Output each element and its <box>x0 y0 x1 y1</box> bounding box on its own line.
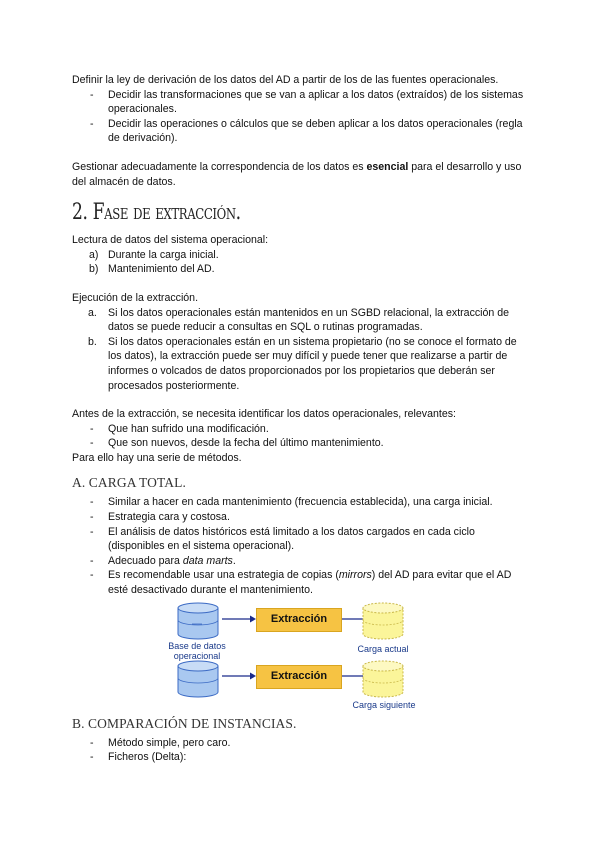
document-page <box>72 73 532 765</box>
subsection-heading-comparacion: B. COMPARACIÓN DE INSTANCIAS. <box>72 715 297 731</box>
lectura-list <box>72 248 532 277</box>
text-span: . <box>232 554 236 567</box>
text-span: ) del AD para evitar que el AD esté desactivado durante el mantenimiento. <box>108 569 512 597</box>
metodos-line: Para ello hay una serie de métodos. <box>72 451 242 464</box>
arrow-right-icon <box>222 671 256 681</box>
database-icon <box>176 660 220 698</box>
text-span: Es recomendable usar una estrategia de copias ( <box>108 569 339 582</box>
list-item <box>72 335 532 393</box>
list-marker: a) <box>89 248 99 261</box>
text-span: Adecuado para <box>108 554 183 567</box>
list-text: Mantenimiento del AD. <box>108 263 215 276</box>
list-item <box>72 306 532 335</box>
intro-list <box>72 88 532 146</box>
extraction-diagram <box>72 602 532 710</box>
list-item: - Estrategia cara y costosa. <box>72 510 532 525</box>
list-item <box>72 262 532 277</box>
antes-list <box>72 422 532 451</box>
target-label: Carga actual <box>357 643 409 654</box>
list-item: - Método simple, pero caro. <box>72 736 532 751</box>
list-marker: b) <box>89 263 99 276</box>
list-item <box>72 554 532 569</box>
text-span: para el desarrollo y uso del almacén de datos. <box>72 160 522 188</box>
italic-text: mirrors <box>338 569 372 582</box>
list-item: - Decidir las operaciones o cálculos que se deben aplicar a los datos operacionales (regla de derivación). <box>72 117 532 146</box>
database-icon <box>361 660 405 698</box>
intro-paragraph <box>72 160 532 189</box>
section-heading-extraccion: 2. Fase de extracción. <box>72 200 241 226</box>
italic-text: data marts <box>182 554 233 567</box>
antes-line: Antes de la extracción, se necesita identificar los datos operacionales, relevantes: <box>72 408 456 421</box>
list-item: - Que han sufrido una modificación. <box>72 422 532 437</box>
list-item: - Decidir las transformaciones que se van a aplicar a los datos (extraídos) de los sistemas operacionales. <box>72 88 532 117</box>
intro-line: Definir la ley de derivación de los datos del AD a partir de los de las fuentes operacionales. <box>72 74 499 86</box>
arrow-right-icon <box>222 614 256 624</box>
list-text: Durante la carga inicial. <box>108 248 219 261</box>
list-item <box>72 568 532 597</box>
list-item: - Ficheros (Delta): <box>72 750 532 765</box>
list-marker: a. <box>88 306 97 319</box>
ejecucion-list <box>72 306 532 394</box>
database-icon <box>176 602 220 640</box>
list-marker: b. <box>88 335 97 348</box>
subsection-heading-carga-total: A. CARGA TOTAL. <box>72 475 186 491</box>
list-item: - El análisis de datos históricos está limitado a los datos cargados en cada ciclo (disponibles en el sistema operacional). <box>72 525 532 554</box>
target-label: Carga siguiente <box>352 699 416 710</box>
source-label: Base de datos operacional <box>168 640 226 661</box>
list-text: Si los datos operacionales están mantenidos en un SGBD relacional, la extracción de datos se puede reducir a consultas en SQL o rutinas programadas. <box>108 306 510 334</box>
lectura-line: Lectura de datos del sistema operacional: <box>72 234 269 247</box>
database-icon <box>361 602 405 640</box>
list-item: - Que son nuevos, desde la fecha del último mantenimiento. <box>72 436 532 451</box>
list-item <box>72 248 532 263</box>
extraction-box: Extracción <box>256 665 342 689</box>
carga-total-list <box>72 495 532 597</box>
bold-text: esencial <box>366 160 409 173</box>
text-span: Gestionar adecuadamente la correspondencia de los datos es <box>72 160 367 173</box>
list-item: - Similar a hacer en cada mantenimiento (frecuencia establecida), una carga inicial. <box>72 495 532 510</box>
comparacion-list <box>72 736 532 765</box>
list-text: Si los datos operacionales están en un sistema propietario (no se conoce el formato de los datos), la extracción puede ser muy difícil y puede tener que realizarse a partir de informes o volcados de datos proporcionados por los propietarios que deberán ser procesados posteriormente. <box>108 335 517 392</box>
extraction-box: Extracción <box>256 608 342 632</box>
ejecucion-line: Ejecución de la extracción. <box>72 291 199 304</box>
